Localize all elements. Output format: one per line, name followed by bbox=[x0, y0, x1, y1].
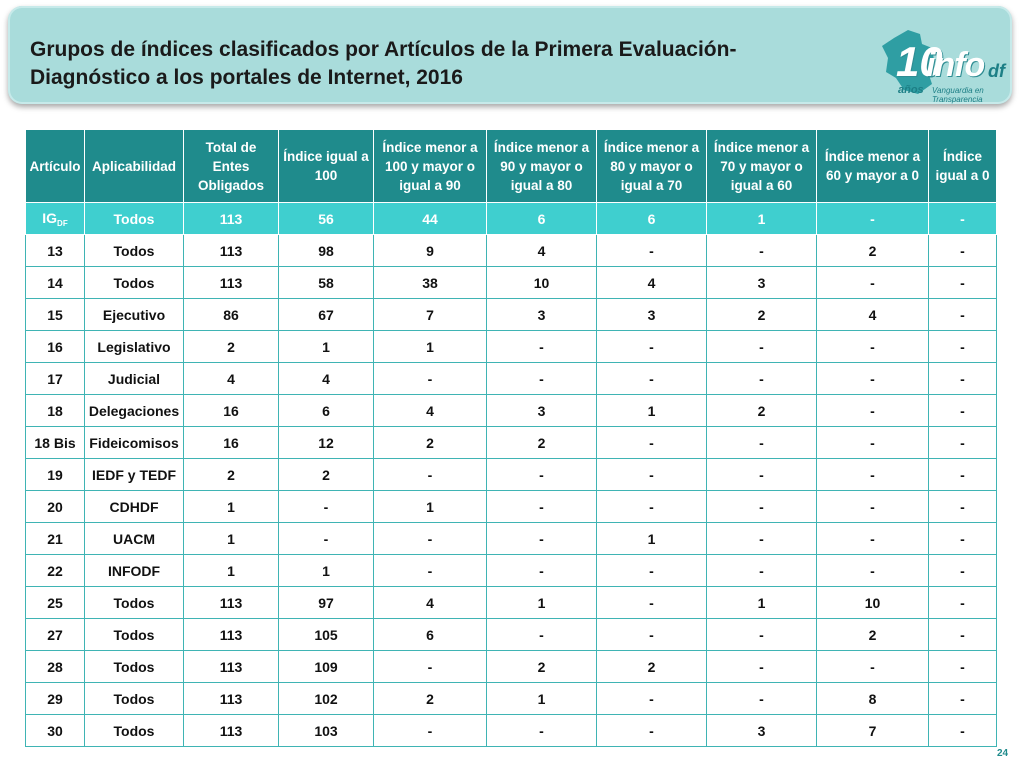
index-table bbox=[25, 129, 997, 747]
table-cell: Legislativo bbox=[85, 331, 184, 363]
table-cell: 1 bbox=[374, 491, 487, 523]
table-cell: 9 bbox=[374, 235, 487, 267]
table-cell: 10 bbox=[817, 587, 929, 619]
table-cell: - bbox=[597, 491, 707, 523]
column-header: Total de Entes Obligados bbox=[184, 130, 279, 203]
table-cell: - bbox=[707, 427, 817, 459]
summary-label-subscript: DF bbox=[57, 218, 68, 228]
table-cell: 3 bbox=[707, 715, 817, 747]
table-row bbox=[26, 619, 997, 651]
column-header: Índice menor a 70 y mayor o igual a 60 bbox=[707, 130, 817, 203]
table-cell: - bbox=[597, 363, 707, 395]
page-number: 24 bbox=[997, 748, 1009, 759]
table-row bbox=[26, 587, 997, 619]
table-cell: 2 bbox=[487, 427, 597, 459]
table-cell: 4 bbox=[184, 363, 279, 395]
table-cell: 2 bbox=[184, 331, 279, 363]
logo-df: df bbox=[988, 61, 1005, 81]
table-cell: - bbox=[817, 555, 929, 587]
table-cell bbox=[26, 203, 85, 235]
table-cell: - bbox=[374, 459, 487, 491]
infodf-logo bbox=[878, 28, 1018, 104]
table-cell: 8 bbox=[817, 683, 929, 715]
table-cell: - bbox=[487, 619, 597, 651]
table-cell: - bbox=[597, 683, 707, 715]
table-cell: 21 bbox=[26, 523, 85, 555]
table-row bbox=[26, 491, 997, 523]
column-header: Índice igual a 0 bbox=[929, 130, 997, 203]
title-line-1: Grupos de índices clasificados por Artículos de la Primera Evaluación- bbox=[30, 38, 737, 61]
table-cell: 2 bbox=[374, 683, 487, 715]
table-cell: - bbox=[929, 331, 997, 363]
table-cell: - bbox=[374, 715, 487, 747]
table-cell: 38 bbox=[374, 267, 487, 299]
table-cell: Todos bbox=[85, 587, 184, 619]
table-cell: 1 bbox=[184, 555, 279, 587]
table-row bbox=[26, 651, 997, 683]
table-cell: 44 bbox=[374, 203, 487, 235]
table-cell: - bbox=[374, 651, 487, 683]
table-cell: - bbox=[597, 619, 707, 651]
table-cell: 4 bbox=[817, 299, 929, 331]
table-row bbox=[26, 427, 997, 459]
title-banner bbox=[8, 6, 1012, 104]
table-cell: - bbox=[817, 427, 929, 459]
table-cell: - bbox=[929, 427, 997, 459]
table-cell: - bbox=[707, 555, 817, 587]
table-cell: 58 bbox=[279, 267, 374, 299]
table-cell: 6 bbox=[374, 619, 487, 651]
table-cell: Todos bbox=[85, 619, 184, 651]
table-cell: - bbox=[707, 651, 817, 683]
table-cell: - bbox=[707, 491, 817, 523]
table-cell: 4 bbox=[279, 363, 374, 395]
table-cell: 4 bbox=[374, 395, 487, 427]
table-cell: 22 bbox=[26, 555, 85, 587]
table-cell: - bbox=[597, 235, 707, 267]
table-cell: 1 bbox=[707, 203, 817, 235]
table-cell: Todos bbox=[85, 267, 184, 299]
table-cell: 2 bbox=[707, 395, 817, 427]
table-cell: 28 bbox=[26, 651, 85, 683]
column-header: Índice menor a 60 y mayor a 0 bbox=[817, 130, 929, 203]
table-cell: 16 bbox=[26, 331, 85, 363]
table-cell: 113 bbox=[184, 587, 279, 619]
table-cell: - bbox=[929, 235, 997, 267]
table-cell: - bbox=[929, 555, 997, 587]
table-cell: - bbox=[929, 395, 997, 427]
table-cell: 1 bbox=[597, 523, 707, 555]
table-cell: 2 bbox=[184, 459, 279, 491]
table-cell: - bbox=[929, 619, 997, 651]
table-cell: 2 bbox=[817, 619, 929, 651]
table-cell: - bbox=[929, 683, 997, 715]
page-title bbox=[30, 36, 790, 92]
table-cell: 3 bbox=[487, 395, 597, 427]
table-cell: INFODF bbox=[85, 555, 184, 587]
table-cell: 113 bbox=[184, 715, 279, 747]
table-cell: 25 bbox=[26, 587, 85, 619]
table-cell: 2 bbox=[487, 651, 597, 683]
table-cell: - bbox=[929, 651, 997, 683]
table-cell: 113 bbox=[184, 203, 279, 235]
table-cell: - bbox=[929, 459, 997, 491]
table-cell: 113 bbox=[184, 267, 279, 299]
table-cell: - bbox=[929, 491, 997, 523]
table-row bbox=[26, 523, 997, 555]
table-cell: Todos bbox=[85, 683, 184, 715]
table-cell: - bbox=[817, 395, 929, 427]
table-cell: 1 bbox=[184, 523, 279, 555]
table-cell: - bbox=[817, 523, 929, 555]
table-cell: - bbox=[817, 491, 929, 523]
table-cell: - bbox=[817, 363, 929, 395]
table-cell: - bbox=[279, 491, 374, 523]
table-cell: 10 bbox=[487, 267, 597, 299]
column-header: Índice igual a 100 bbox=[279, 130, 374, 203]
table-row bbox=[26, 715, 997, 747]
table-cell: - bbox=[487, 363, 597, 395]
table-cell: 1 bbox=[279, 331, 374, 363]
table-cell: CDHDF bbox=[85, 491, 184, 523]
table-cell: Todos bbox=[85, 715, 184, 747]
column-header: Aplicabilidad bbox=[85, 130, 184, 203]
table-cell: - bbox=[817, 459, 929, 491]
table-cell: - bbox=[707, 523, 817, 555]
table-cell: 2 bbox=[817, 235, 929, 267]
table-cell: - bbox=[929, 587, 997, 619]
summary-row bbox=[26, 203, 997, 235]
logo-brand: info bbox=[926, 46, 985, 84]
column-header: Artículo bbox=[26, 130, 85, 203]
table-cell: 3 bbox=[707, 267, 817, 299]
table-cell: 17 bbox=[26, 363, 85, 395]
table-cell: 86 bbox=[184, 299, 279, 331]
table-cell: 16 bbox=[184, 395, 279, 427]
table-row bbox=[26, 267, 997, 299]
table-row bbox=[26, 683, 997, 715]
table-cell: 67 bbox=[279, 299, 374, 331]
column-header: Índice menor a 100 y mayor o igual a 90 bbox=[374, 130, 487, 203]
table-cell: 6 bbox=[597, 203, 707, 235]
table-cell: 13 bbox=[26, 235, 85, 267]
table-cell: 29 bbox=[26, 683, 85, 715]
logo-anos: años bbox=[898, 84, 924, 96]
table-cell: Ejecutivo bbox=[85, 299, 184, 331]
column-header: Índice menor a 80 y mayor o igual a 70 bbox=[597, 130, 707, 203]
table-cell: 3 bbox=[487, 299, 597, 331]
table-cell: 103 bbox=[279, 715, 374, 747]
table-cell: - bbox=[487, 459, 597, 491]
table-cell: 1 bbox=[279, 555, 374, 587]
table-cell: 2 bbox=[279, 459, 374, 491]
table-cell: - bbox=[597, 587, 707, 619]
table-cell: - bbox=[929, 363, 997, 395]
table-cell: - bbox=[707, 363, 817, 395]
table-cell: - bbox=[279, 523, 374, 555]
table-cell: - bbox=[929, 299, 997, 331]
table-cell: 12 bbox=[279, 427, 374, 459]
table-cell: - bbox=[817, 203, 929, 235]
table-cell: - bbox=[817, 331, 929, 363]
table-cell: 4 bbox=[374, 587, 487, 619]
table-row bbox=[26, 395, 997, 427]
table-cell: 4 bbox=[597, 267, 707, 299]
table-cell: Fideicomisos bbox=[85, 427, 184, 459]
table-cell: 16 bbox=[184, 427, 279, 459]
table-cell: 2 bbox=[597, 651, 707, 683]
table-cell: - bbox=[597, 459, 707, 491]
table-cell: 1 bbox=[487, 587, 597, 619]
table-row bbox=[26, 363, 997, 395]
table-cell: 1 bbox=[597, 395, 707, 427]
table-cell: - bbox=[707, 235, 817, 267]
table-cell: 20 bbox=[26, 491, 85, 523]
table-cell: 7 bbox=[817, 715, 929, 747]
table-cell: UACM bbox=[85, 523, 184, 555]
table-cell: Todos bbox=[85, 203, 184, 235]
table-cell: 113 bbox=[184, 651, 279, 683]
table-cell: 105 bbox=[279, 619, 374, 651]
table-cell: 3 bbox=[597, 299, 707, 331]
table-cell: 56 bbox=[279, 203, 374, 235]
table-cell: 1 bbox=[487, 683, 597, 715]
table-cell: Todos bbox=[85, 651, 184, 683]
table-cell: Delegaciones bbox=[85, 395, 184, 427]
table-cell: 18 Bis bbox=[26, 427, 85, 459]
table-row bbox=[26, 555, 997, 587]
table-cell: 113 bbox=[184, 683, 279, 715]
table-row bbox=[26, 331, 997, 363]
table-cell: - bbox=[487, 715, 597, 747]
table-cell: 97 bbox=[279, 587, 374, 619]
table-cell: - bbox=[817, 267, 929, 299]
table-cell: 6 bbox=[279, 395, 374, 427]
table-row bbox=[26, 299, 997, 331]
table-cell: 2 bbox=[374, 427, 487, 459]
table-cell: - bbox=[374, 555, 487, 587]
table-cell: IEDF y TEDF bbox=[85, 459, 184, 491]
table-cell: - bbox=[929, 715, 997, 747]
table-cell: Todos bbox=[85, 235, 184, 267]
title-line-2: Diagnóstico a los portales de Internet, 2016 bbox=[30, 66, 463, 89]
table-cell: Judicial bbox=[85, 363, 184, 395]
table-cell: - bbox=[487, 331, 597, 363]
table-cell: 1 bbox=[374, 331, 487, 363]
table-cell: - bbox=[597, 331, 707, 363]
table-cell: - bbox=[929, 203, 997, 235]
table-cell: - bbox=[487, 523, 597, 555]
table-cell: - bbox=[487, 555, 597, 587]
table-cell: - bbox=[707, 619, 817, 651]
table-cell: - bbox=[707, 459, 817, 491]
table-cell: - bbox=[929, 267, 997, 299]
table-cell: 6 bbox=[487, 203, 597, 235]
table-cell: 102 bbox=[279, 683, 374, 715]
table-cell: 7 bbox=[374, 299, 487, 331]
table-cell: 1 bbox=[707, 587, 817, 619]
table-cell: - bbox=[707, 331, 817, 363]
summary-label: IG bbox=[42, 209, 58, 226]
table-cell: - bbox=[374, 523, 487, 555]
table-cell: 14 bbox=[26, 267, 85, 299]
table-cell: 27 bbox=[26, 619, 85, 651]
table-row bbox=[26, 235, 997, 267]
table-cell: - bbox=[929, 523, 997, 555]
table-cell: - bbox=[597, 427, 707, 459]
table-cell: 18 bbox=[26, 395, 85, 427]
table-cell: - bbox=[374, 363, 487, 395]
table-cell: 109 bbox=[279, 651, 374, 683]
logo-ten: 10 bbox=[896, 38, 943, 85]
table-row bbox=[26, 459, 997, 491]
table-cell: 15 bbox=[26, 299, 85, 331]
table-cell: 4 bbox=[487, 235, 597, 267]
table-cell: 30 bbox=[26, 715, 85, 747]
table-cell: - bbox=[707, 683, 817, 715]
table-cell: - bbox=[817, 651, 929, 683]
column-header: Índice menor a 90 y mayor o igual a 80 bbox=[487, 130, 597, 203]
table-header-row bbox=[26, 130, 997, 203]
table-cell: 2 bbox=[707, 299, 817, 331]
table-cell: 113 bbox=[184, 235, 279, 267]
table-cell: 19 bbox=[26, 459, 85, 491]
table-cell: 113 bbox=[184, 619, 279, 651]
table-cell: - bbox=[597, 715, 707, 747]
table-cell: 98 bbox=[279, 235, 374, 267]
table-cell: - bbox=[487, 491, 597, 523]
table-cell: 1 bbox=[184, 491, 279, 523]
table-cell: - bbox=[597, 555, 707, 587]
logo-tagline: Vanguardia en Transparencia bbox=[932, 86, 984, 104]
